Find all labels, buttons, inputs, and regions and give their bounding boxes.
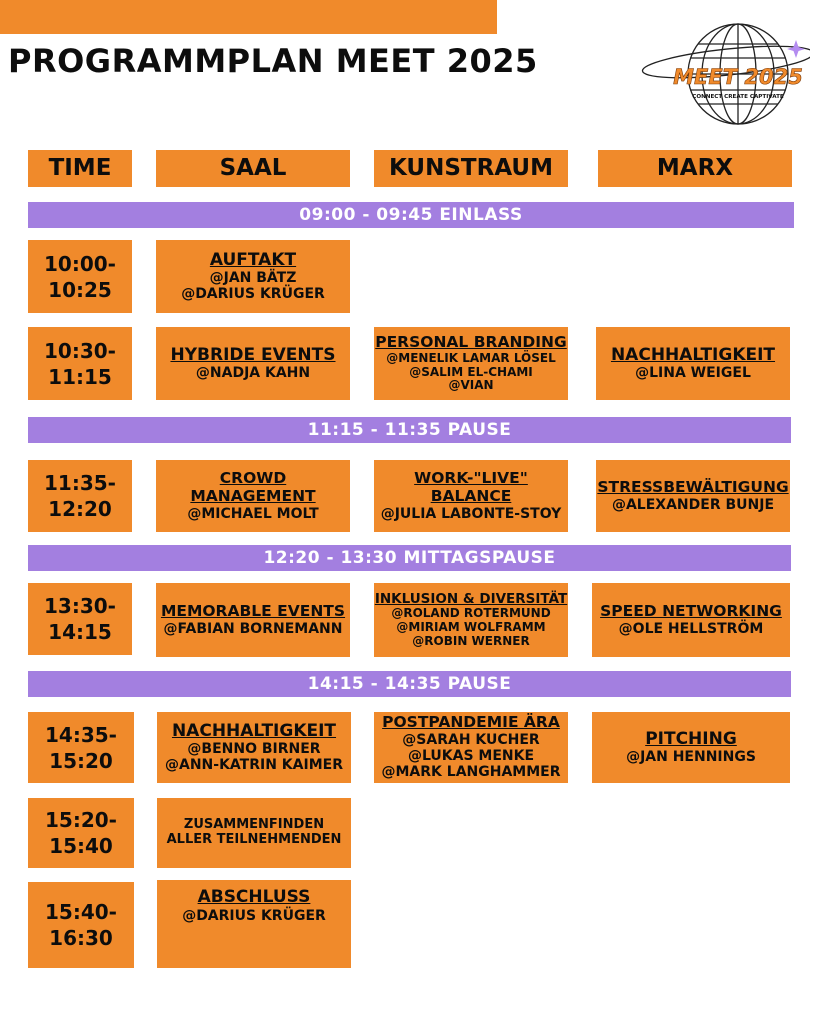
session-speaker: @MARK LANGHAMMER xyxy=(381,764,561,781)
session-speaker: @BENNO BIRNER xyxy=(187,741,321,758)
session-speaker: @ROBIN WERNER xyxy=(412,633,530,648)
session-postpandemie-aera xyxy=(374,712,568,783)
session-nachhaltigkeit-saal xyxy=(157,712,351,783)
session-speed-networking xyxy=(592,583,790,657)
session-speaker: @ALEXANDER BUNJE xyxy=(611,496,775,513)
session-speaker: @LUKAS MENKE xyxy=(407,748,535,765)
break-band-mittagspause: 12:20 - 13:30 MITTAGSPAUSE xyxy=(28,545,791,571)
session-title: NACHHALTIGKEIT xyxy=(171,720,337,741)
session-crowd-management xyxy=(156,460,350,532)
session-title: NACHHALTIGKEIT xyxy=(610,344,776,365)
session-title: SPEED NETWORKING xyxy=(600,602,782,621)
session-line: ZUSAMMENFINDEN xyxy=(183,817,325,833)
header-saal: SAAL xyxy=(156,150,350,187)
page-title: PROGRAMMPLAN MEET 2025 xyxy=(8,42,538,80)
session-title: MEMORABLE EVENTS xyxy=(160,602,346,621)
session-speaker: @DARIUS KRÜGER xyxy=(182,907,326,924)
session-speaker: @VIAN xyxy=(448,378,494,393)
time-slot-2: 10:30- 11:15 xyxy=(28,327,132,400)
session-speaker: @SALIM EL-CHAMI xyxy=(409,364,533,379)
time-slot-3: 11:35- 12:20 xyxy=(28,460,132,532)
header-kunstraum: KUNSTRAUM xyxy=(374,150,568,187)
time-slot-4: 13:30- 14:15 xyxy=(28,583,132,655)
session-speaker: @JAN BÄTZ xyxy=(209,270,297,287)
session-speaker: @ROLAND ROTERMUND xyxy=(391,606,551,621)
top-accent-bar xyxy=(0,0,497,34)
session-speaker: @JULIA LABONTE-STOY xyxy=(380,505,562,522)
session-title: WORK-"LIVE" BALANCE xyxy=(414,469,528,505)
session-speaker: @JAN HENNINGS xyxy=(626,749,756,766)
session-inklusion-diversitaet xyxy=(374,583,568,657)
session-title: CROWD MANAGEMENT xyxy=(190,469,316,505)
session-title: AUFTAKT xyxy=(209,249,297,270)
time-slot-6: 15:20- 15:40 xyxy=(28,798,134,868)
session-title: PITCHING xyxy=(645,728,737,749)
session-speaker: @MICHAEL MOLT xyxy=(187,505,319,522)
session-title: POSTPANDEMIE ÄRA xyxy=(382,713,560,732)
session-speaker: @DARIUS KRÜGER xyxy=(181,286,325,303)
session-hybride-events xyxy=(156,327,350,400)
time-slot-7: 15:40- 16:30 xyxy=(28,882,134,968)
sparkle-icon xyxy=(787,40,805,58)
session-zusammenfinden xyxy=(157,798,351,868)
session-speaker: @FABIAN BORNEMANN xyxy=(163,620,343,637)
session-line: ALLER TEILNEHMENDEN xyxy=(166,832,342,847)
session-speaker: @ANN-KATRIN KAIMER xyxy=(165,757,343,774)
session-nachhaltigkeit-marx xyxy=(596,327,790,400)
logo-tagline: CONNECT CREATE CAPTIVATE xyxy=(692,94,784,100)
session-title: PERSONAL BRANDING xyxy=(375,332,567,351)
session-pitching xyxy=(592,712,790,783)
meet-2025-logo xyxy=(640,18,810,130)
session-title: HYBRIDE EVENTS xyxy=(170,344,336,365)
session-speaker: @OLE HELLSTRÖM xyxy=(618,620,764,637)
session-speaker: @NADJA KAHN xyxy=(195,365,311,382)
session-speaker: @MIRIAM WOLFRAMM xyxy=(396,619,546,634)
session-title: INKLUSION & DIVERSITÄT xyxy=(374,590,568,607)
session-memorable-events xyxy=(156,583,350,657)
time-slot-5: 14:35- 15:20 xyxy=(28,712,134,783)
session-title: ABSCHLUSS xyxy=(197,887,311,907)
session-speaker: @MENELIK LAMAR LÖSEL xyxy=(386,350,556,365)
break-band-pause-2: 14:15 - 14:35 PAUSE xyxy=(28,671,791,697)
logo-text: MEET 2025 xyxy=(673,65,803,89)
session-personal-branding xyxy=(374,327,568,400)
session-title: STRESSBEWÄLTIGUNG xyxy=(597,478,789,497)
session-stressbewaeltigung xyxy=(596,460,790,532)
session-speaker: @LINA WEIGEL xyxy=(635,365,751,382)
break-band-einlass: 09:00 - 09:45 EINLASS xyxy=(28,202,794,228)
header-marx: MARX xyxy=(598,150,792,187)
session-speaker: @SARAH KUCHER xyxy=(402,732,540,749)
break-band-pause-1: 11:15 - 11:35 PAUSE xyxy=(28,417,791,443)
session-auftakt xyxy=(156,240,350,313)
session-abschluss xyxy=(157,880,351,968)
session-work-live-balance xyxy=(374,460,568,532)
header-time: TIME xyxy=(28,150,132,187)
time-slot-1: 10:00- 10:25 xyxy=(28,240,132,313)
